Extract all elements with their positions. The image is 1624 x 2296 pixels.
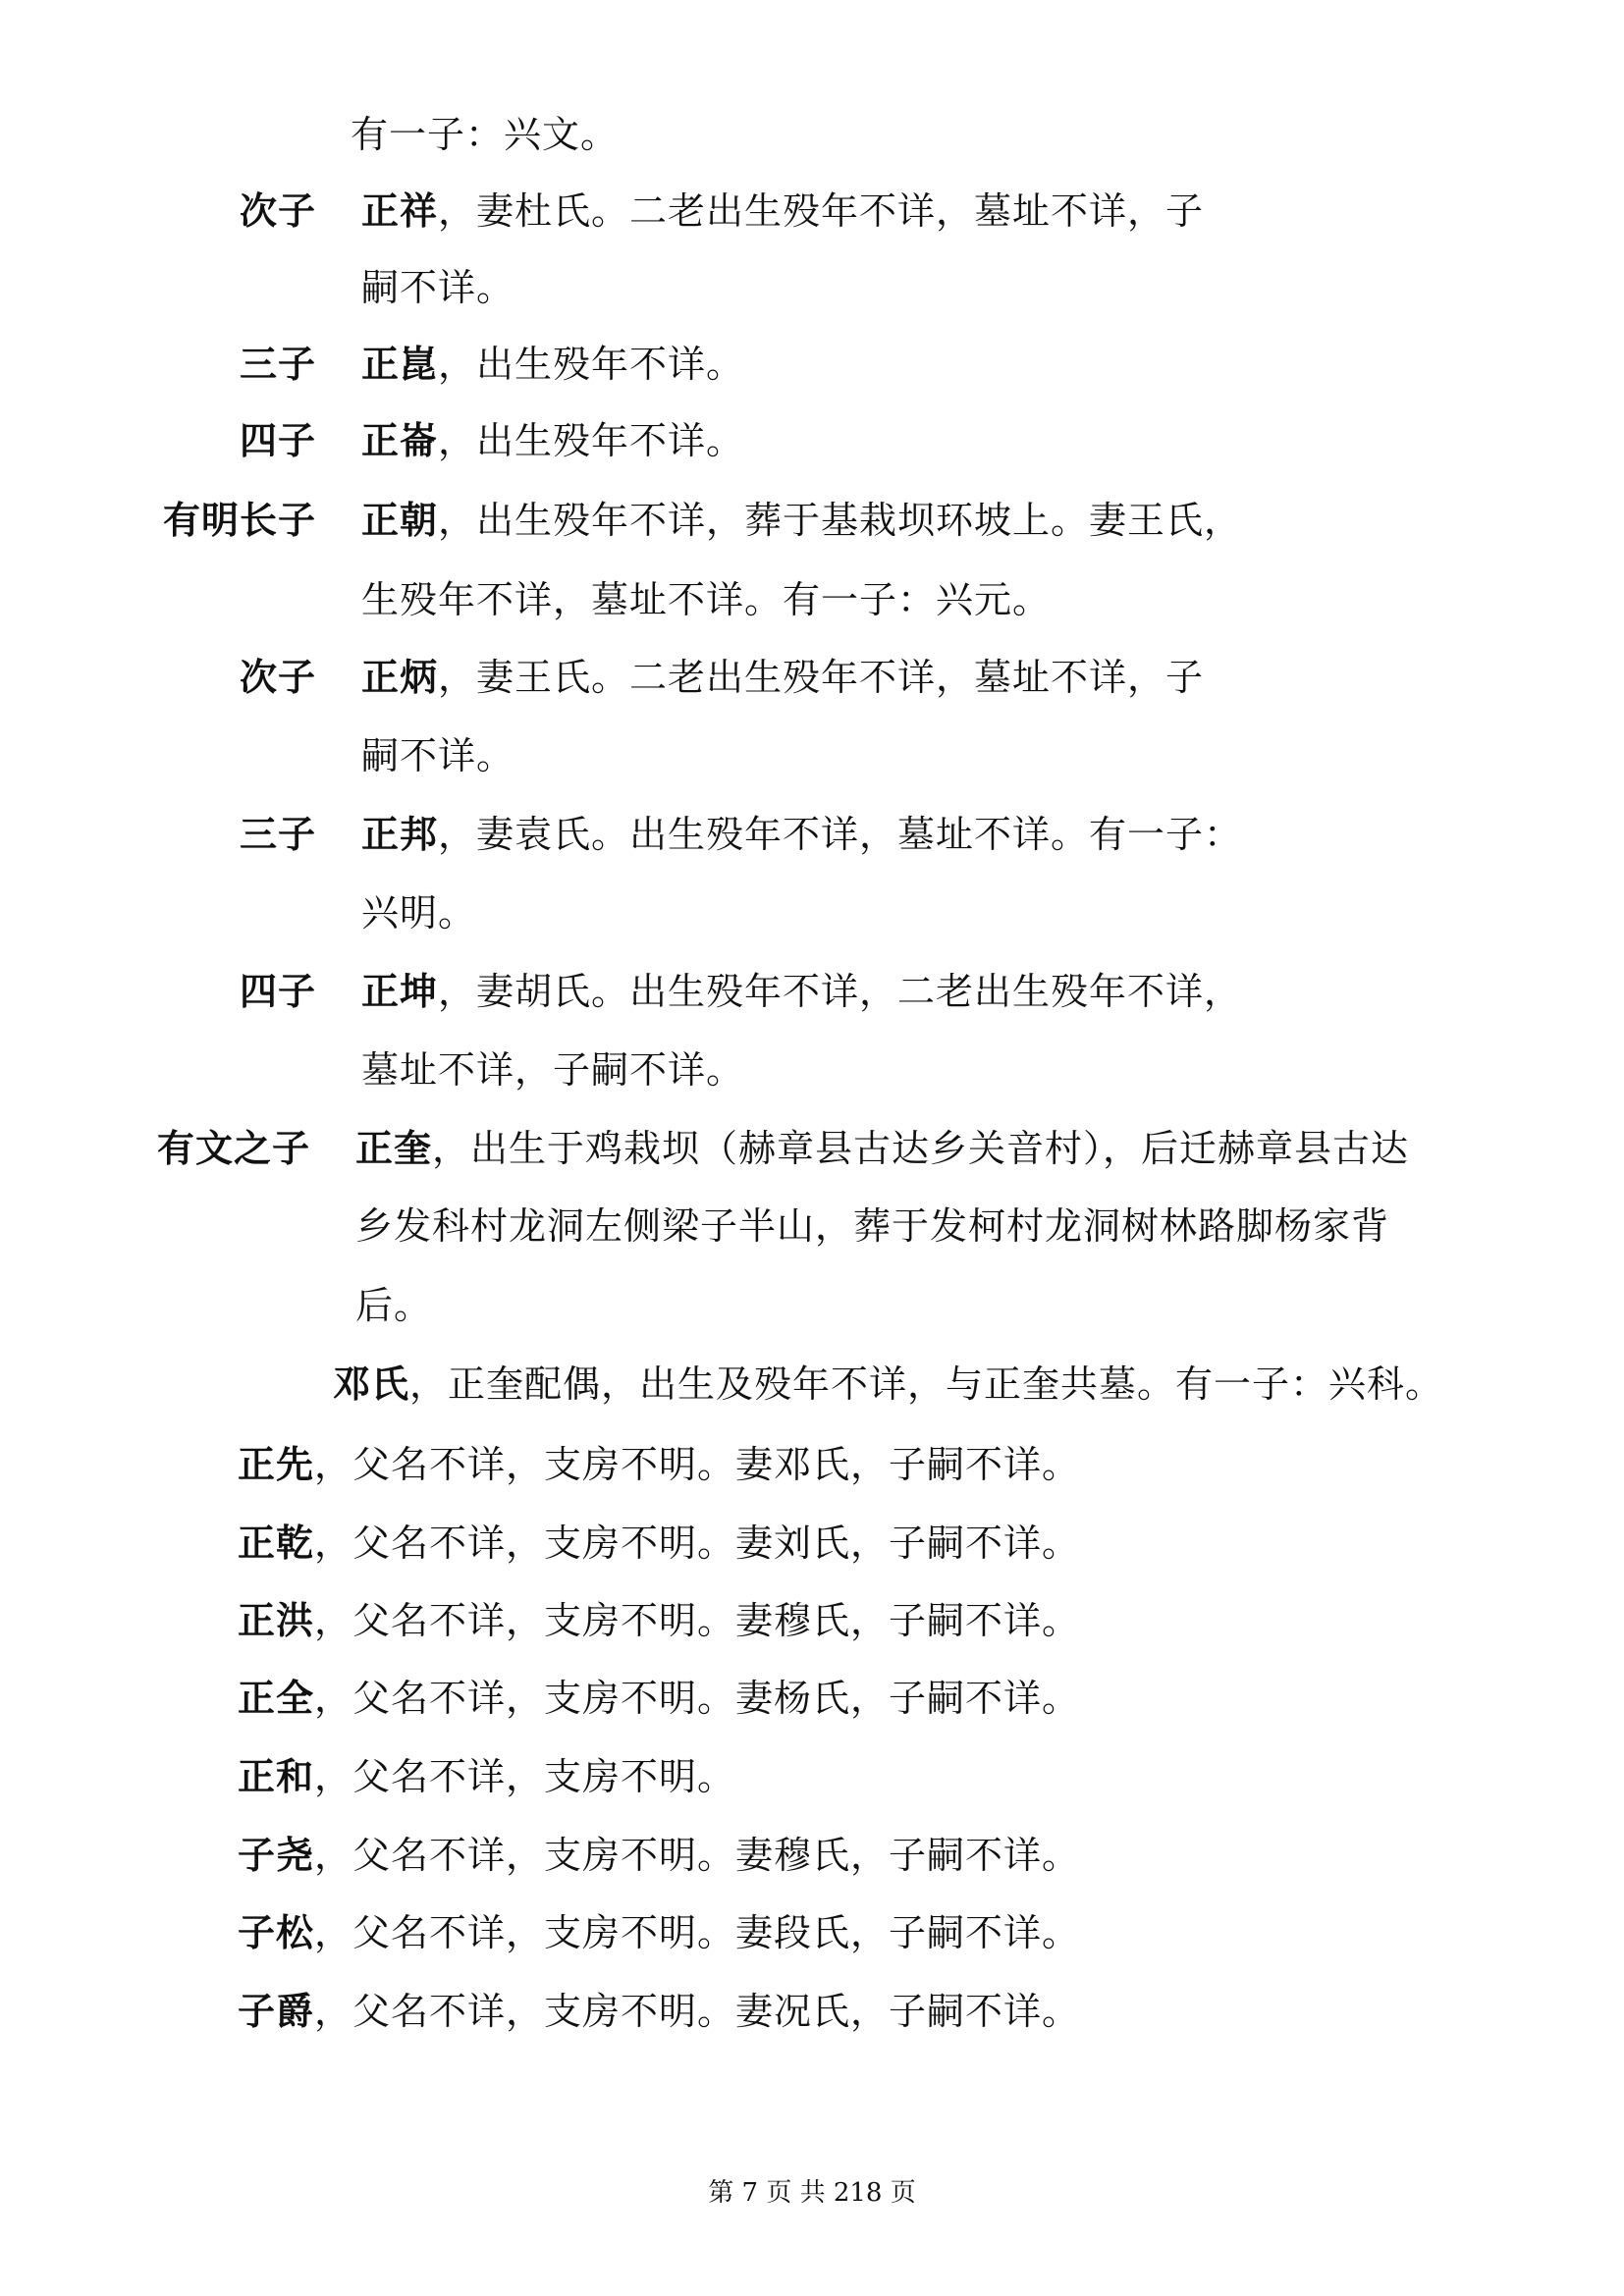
person-name: 子尧 — [238, 1833, 315, 1877]
line-text: 有一子：兴文。 — [351, 113, 620, 156]
person-entry — [238, 1910, 1081, 1954]
person-name: 正炳 — [361, 655, 439, 699]
person-details: ，父名不详，支房不明。妻穆氏，子嗣不详。 — [314, 1834, 1081, 1877]
person-name: 正朝 — [361, 498, 439, 542]
relation-label: 次子 — [239, 655, 316, 699]
text-line — [361, 578, 1052, 621]
person-details: ，妻王氏。二老出生殁年不详，墓址不详，子 — [438, 656, 1205, 699]
person-entry — [238, 1521, 1081, 1565]
person-name: 正和 — [238, 1754, 315, 1798]
person-entry — [361, 342, 745, 386]
person-entry — [238, 1989, 1081, 2033]
person-details: ，父名不详，支房不明。妻邓氏，子嗣不详。 — [314, 1443, 1081, 1486]
person-entry — [355, 1126, 1410, 1170]
text-line — [355, 1284, 433, 1327]
text-line — [361, 734, 515, 777]
person-entry — [361, 812, 1243, 856]
person-name: 邓氏 — [333, 1362, 410, 1406]
person-entry — [238, 1598, 1081, 1642]
person-details: ，父名不详，支房不明。 — [314, 1755, 736, 1798]
text-line — [351, 113, 620, 156]
line-text: 生殁年不详，墓址不详。有一子：兴元。 — [361, 578, 1052, 621]
person-name: 正邦 — [361, 812, 439, 856]
person-details: ，父名不详，支房不明。妻杨氏，子嗣不详。 — [314, 1677, 1081, 1720]
person-name: 正崑 — [361, 342, 439, 386]
line-text: 兴明。 — [361, 891, 477, 934]
relation-label: 三子 — [239, 812, 316, 856]
relation-label: 四子 — [239, 969, 316, 1013]
line-text: 后。 — [355, 1284, 433, 1327]
person-details: ，出生殁年不详。 — [438, 343, 745, 386]
person-details: ，出生殁年不详，葬于基栽坝环坡上。妻王氏， — [438, 499, 1243, 542]
line-text: 乡发科村龙洞左侧梁子半山，葬于发柯村龙洞树林路脚杨家背 — [355, 1204, 1390, 1248]
line-text: 嗣不详。 — [361, 266, 515, 309]
person-entry — [361, 188, 1205, 233]
person-name: 正先 — [238, 1442, 315, 1486]
page-footer: 第 7 页 共 218 页 — [708, 2178, 916, 2208]
person-name: 子爵 — [238, 1989, 315, 2033]
relation-label: 有文之子 — [156, 1126, 310, 1170]
person-entry — [333, 1362, 1444, 1406]
person-entry — [238, 1442, 1081, 1486]
line-text: 墓址不详，子嗣不详。 — [361, 1048, 745, 1092]
person-entry — [361, 655, 1205, 699]
person-details: ，妻袁氏。出生殁年不详，墓址不详。有一子： — [438, 813, 1243, 856]
relation-label: 四子 — [239, 418, 316, 462]
person-entry — [361, 418, 745, 462]
relation-label: 次子 — [239, 188, 316, 233]
person-details: ，父名不详，支房不明。妻况氏，子嗣不详。 — [314, 1990, 1081, 2033]
text-line — [355, 1204, 1390, 1248]
person-details: ，妻胡氏。出生殁年不详，二老出生殁年不详， — [438, 970, 1243, 1013]
person-name: 正全 — [238, 1676, 315, 1720]
person-name: 正崙 — [361, 418, 439, 462]
person-entry — [238, 1754, 736, 1798]
person-name: 正洪 — [238, 1598, 315, 1642]
person-details: ，妻杜氏。二老出生殁年不详，墓址不详，子 — [438, 189, 1205, 233]
person-details: ，父名不详，支房不明。妻刘氏，子嗣不详。 — [314, 1522, 1081, 1565]
person-entry — [361, 498, 1243, 542]
person-details: ，出生于鸡栽坝（赫章县古达乡关音村），后迁赫章县古达 — [432, 1127, 1410, 1170]
text-line — [361, 266, 515, 309]
person-name: 正坤 — [361, 969, 439, 1013]
person-entry — [238, 1676, 1081, 1720]
person-details: ，出生殁年不详。 — [438, 419, 745, 462]
text-line — [361, 1048, 745, 1092]
person-entry — [238, 1833, 1081, 1877]
person-details: ，父名不详，支房不明。妻段氏，子嗣不详。 — [314, 1911, 1081, 1954]
person-name: 正乾 — [238, 1521, 315, 1565]
relation-label: 三子 — [239, 342, 316, 386]
person-name: 正祥 — [361, 188, 439, 233]
text-line — [361, 891, 477, 934]
person-entry — [361, 969, 1243, 1013]
line-text: 嗣不详。 — [361, 734, 515, 777]
person-name: 子松 — [238, 1910, 315, 1954]
relation-label: 有明长子 — [162, 498, 316, 542]
person-name: 正奎 — [355, 1126, 433, 1170]
person-details: ，正奎配偶，出生及殁年不详，与正奎共墓。有一子：兴科。 — [409, 1362, 1444, 1406]
person-details: ，父名不详，支房不明。妻穆氏，子嗣不详。 — [314, 1599, 1081, 1642]
